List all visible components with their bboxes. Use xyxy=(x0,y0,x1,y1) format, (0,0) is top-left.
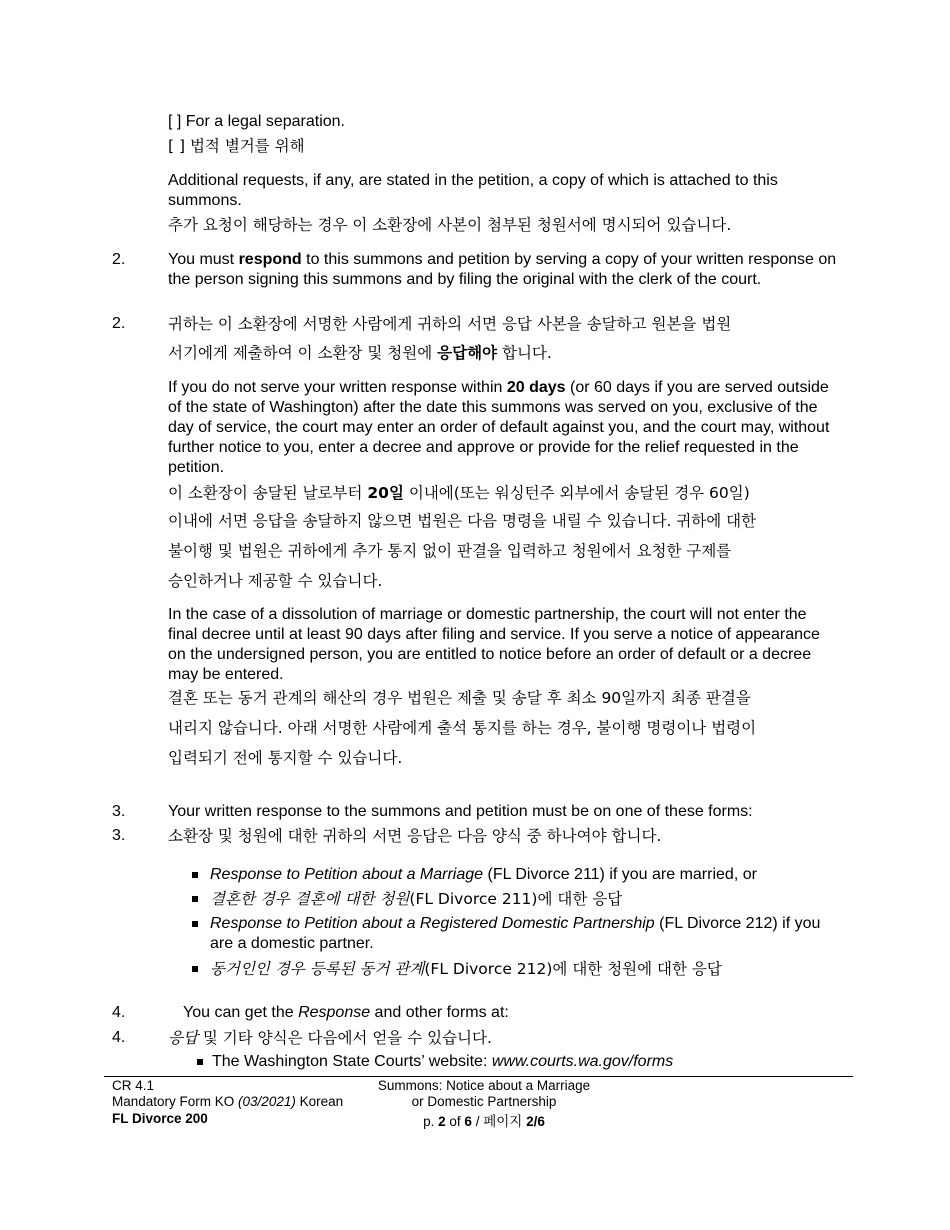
dissolution-notice-en: In the case of a dissolution of marriage or domestic partnership, the court will not enter the final decree until at least 90 days after filing and service. If you serve a notice of appearance on the undersigned person, you are entitled to notice before an order of default or a decree may be entered. xyxy=(168,606,820,683)
bullet-icon xyxy=(192,921,198,927)
additional-requests-ko: 추가 요청이 해당하는 경우 이 소환장에 사본이 첨부된 청원서에 명시되어 있습니다. xyxy=(168,216,732,234)
footer-form-type: Mandatory Form KO (03/2021) Korean xyxy=(112,1094,344,1109)
form-option-marriage-ko: 결혼한 경우 결혼에 대한 청원(FL Divorce 211)에 대한 응답 xyxy=(210,890,623,908)
courts-website-line: The Washington State Courts’ website: www.courts.wa.gov/forms xyxy=(212,1053,674,1070)
item-2-respond-en: You must respond to this summons and petition by serving a copy of your written response on the person signing this summons and by filing the original with the clerk of the court. xyxy=(168,251,837,288)
item-4-get-forms-en: You can get the Response and other forms at: xyxy=(183,1004,509,1021)
bullet-icon xyxy=(192,896,198,902)
default-notice-ko-line2: 이내에 서면 응답을 송달하지 않으면 법원은 다음 명령을 내릴 수 있습니다. 귀하에 대한 xyxy=(168,512,757,530)
bullet-icon xyxy=(192,966,198,972)
default-notice-ko-line3: 불이행 및 법원은 귀하에게 추가 통지 없이 판결을 입력하고 청원에서 요청한 구제를 xyxy=(168,542,732,560)
dissolution-notice-ko-line3: 입력되기 전에 통지할 수 있습니다. xyxy=(168,749,403,767)
footer-title-line2: or Domestic Partnership xyxy=(411,1094,557,1109)
bullet-icon xyxy=(192,872,198,878)
footer-form-id: FL Divorce 200 xyxy=(112,1111,208,1126)
footer-rule: CR 4.1 xyxy=(112,1078,155,1093)
legal-separation-option-ko: [ ] 법적 별거를 위해 xyxy=(168,137,305,155)
bullet-icon xyxy=(197,1059,203,1065)
item-3-number-ko: 3. xyxy=(112,827,126,844)
additional-requests-en: Additional requests, if any, are stated in the petition, a copy of which is attached to this summons. xyxy=(168,172,778,209)
default-notice-ko-line4: 승인하거나 제공할 수 있습니다. xyxy=(168,572,383,590)
item-4-number-en: 4. xyxy=(112,1004,126,1021)
item-4-number-ko: 4. xyxy=(112,1029,126,1046)
item-4-get-forms-ko: 응답 및 기타 양식은 다음에서 얻을 수 있습니다. xyxy=(168,1029,492,1047)
item-3-number-en: 3. xyxy=(112,803,126,820)
legal-separation-option-en: [ ] For a legal separation. xyxy=(168,113,345,130)
footer-title-line1: Summons: Notice about a Marriage xyxy=(377,1078,591,1093)
default-notice-en: If you do not serve your written response within 20 days (or 60 days if you are served outside of the state of Washington) after the date this summons was served on you, exclusive of the day of service, the court may enter an order of default against you, and the court may, without further notice to you, enter a decree and approve or provide for the relief requested in the petition. xyxy=(168,379,830,476)
default-notice-ko-line1: 이 소환장이 송달된 날로부터 20일 이내에(또는 워싱턴주 외부에서 송달된 경우 60일) xyxy=(168,484,750,502)
item-2-respond-ko-line1: 귀하는 이 소환장에 서명한 사람에게 귀하의 서면 응답 사본을 송달하고 원본을 법원 xyxy=(168,315,732,333)
form-option-partnership-en: Response to Petition about a Registered Domestic Partnership (FL Divorce 212) if you are a domestic partner. xyxy=(210,915,821,952)
item-2-respond-ko-line2: 서기에게 제출하여 이 소환장 및 청원에 응답해야 합니다. xyxy=(168,344,552,362)
dissolution-notice-ko-line1: 결혼 또는 동거 관계의 해산의 경우 법원은 제출 및 송달 후 최소 90일까지 최종 판결을 xyxy=(168,689,751,707)
courts-website-link[interactable]: www.courts.wa.gov/forms xyxy=(491,1053,674,1070)
item-3-forms-ko: 소환장 및 청원에 대한 귀하의 서면 응답은 다음 양식 중 하나여야 합니다. xyxy=(168,827,662,845)
form-option-partnership-ko: 동거인인 경우 등록된 동거 관계(FL Divorce 212)에 대한 청원에 대한 응답 xyxy=(210,960,722,978)
item-3-forms-en: Your written response to the summons and petition must be on one of these forms: xyxy=(168,803,753,820)
footer-page-number: p. 2 of 6 / 페이지 2/6 xyxy=(423,1114,545,1129)
dissolution-notice-ko-line2: 내리지 않습니다. 아래 서명한 사람에게 출석 통지를 하는 경우, 불이행 명령이나 법령이 xyxy=(168,719,757,737)
item-2-number-ko: 2. xyxy=(112,315,126,332)
form-option-marriage-en: Response to Petition about a Marriage (FL Divorce 211) if you are married, or xyxy=(210,866,757,883)
item-2-number-en: 2. xyxy=(112,251,126,268)
